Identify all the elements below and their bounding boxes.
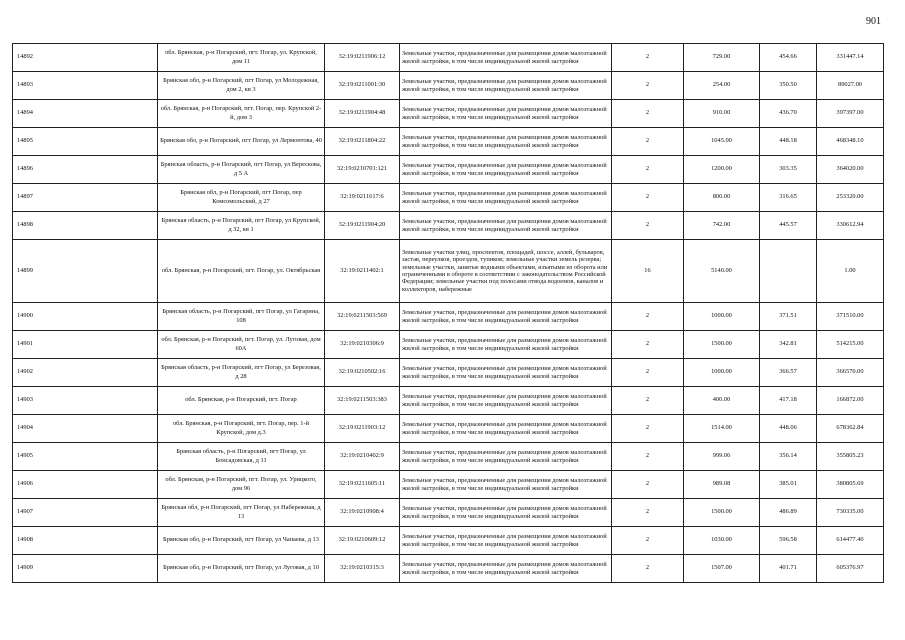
specific-value-cell: 454.66 — [760, 44, 817, 72]
land-use-cell: Земельные участки, предназначенные для размещения домов малоэтажной жилой застройки, в том числе индивидуальной жилой застройки — [400, 156, 612, 184]
area-cell: 1045.00 — [684, 128, 760, 156]
land-use-cell: Земельные участки, предназначенные для размещения домов малоэтажной жилой застройки, в том числе индивидуальной жилой застройки — [400, 100, 612, 128]
address-cell: обл. Брянская, р-н Погарский, пгт. Погар, пер. Крупской 2-й, дом 3 — [158, 100, 325, 128]
table-row — [13, 128, 884, 156]
specific-value-cell: 303.35 — [760, 156, 817, 184]
address-cell: Брянская обл, р-н Погарский, пгт Погар, ул Чапаева, д 13 — [158, 527, 325, 555]
area-cell: 742.00 — [684, 212, 760, 240]
area-cell: 1000.00 — [684, 303, 760, 331]
area-cell: 729.00 — [684, 44, 760, 72]
use-group-cell: 2 — [612, 443, 684, 471]
table-row — [13, 44, 884, 72]
cadastral-number-cell: 32:19:0210701:121 — [325, 156, 400, 184]
land-use-cell: Земельные участки, предназначенные для размещения домов малоэтажной жилой застройки, в том числе индивидуальной жилой застройки — [400, 471, 612, 499]
table-row — [13, 212, 884, 240]
address-cell: Брянская область, р-н Погарский, пгт Погар, ул Гагарина, 108 — [158, 303, 325, 331]
cadastral-number-cell: 32:19:0211605:11 — [325, 471, 400, 499]
cadastral-value-cell: 678362.84 — [817, 415, 884, 443]
page-number: 901 — [866, 16, 881, 27]
cadastral-value-cell: 366570.00 — [817, 359, 884, 387]
cadastral-number-cell: 32:19:0211617:6 — [325, 184, 400, 212]
table-row — [13, 240, 884, 303]
address-cell: обл. Брянская, р-н Погарский, пгт. Погар, ул. Октябрьская — [158, 240, 325, 303]
table-row — [13, 387, 884, 415]
table-row — [13, 471, 884, 499]
cadastral-value-cell: 355805.23 — [817, 443, 884, 471]
cadastral-number-cell: 32:19:0211804:22 — [325, 128, 400, 156]
specific-value-cell: 448.06 — [760, 415, 817, 443]
area-cell: 999.06 — [684, 443, 760, 471]
table-row — [13, 443, 884, 471]
cadastral-value-cell: 331447.14 — [817, 44, 884, 72]
row-id-cell: 14907 — [13, 499, 158, 527]
cadastral-number-cell: 32:19:0211503:383 — [325, 387, 400, 415]
row-id-cell: 14901 — [13, 331, 158, 359]
cadastral-value-cell: 605376.97 — [817, 555, 884, 583]
area-cell: 1500.00 — [684, 499, 760, 527]
cadastral-number-cell: 32:19:0210908:4 — [325, 499, 400, 527]
area-cell: 989.08 — [684, 471, 760, 499]
land-use-cell: Земельные участки, предназначенные для размещения домов малоэтажной жилой застройки, в том числе индивидуальной жилой застройки — [400, 303, 612, 331]
area-cell: 1030.00 — [684, 527, 760, 555]
row-id-cell: 14893 — [13, 72, 158, 100]
table-row — [13, 184, 884, 212]
cadastral-number-cell: 32:19:0211904:48 — [325, 100, 400, 128]
address-cell: Брянская обл, р-н Погарский, пгт Погар, пер Комсомольский, д 27 — [158, 184, 325, 212]
land-use-cell: Земельные участки, предназначенные для размещения домов малоэтажной жилой застройки, в том числе индивидуальной жилой застройки — [400, 128, 612, 156]
row-id-cell: 14902 — [13, 359, 158, 387]
specific-value-cell: 371.51 — [760, 303, 817, 331]
cadastral-number-cell: 32:19:0211503:569 — [325, 303, 400, 331]
row-id-cell: 14892 — [13, 44, 158, 72]
area-cell: 1500.00 — [684, 331, 760, 359]
address-cell: обл. Брянская, р-н Погарский, пгт. Погар, ул. Крупской, дом 11 — [158, 44, 325, 72]
area-cell: 1200.00 — [684, 156, 760, 184]
table-row — [13, 527, 884, 555]
table-row — [13, 359, 884, 387]
land-use-cell: Земельные участки, предназначенные для размещения домов малоэтажной жилой застройки, в том числе индивидуальной жилой застройки — [400, 359, 612, 387]
row-id-cell: 14906 — [13, 471, 158, 499]
table-row — [13, 72, 884, 100]
specific-value-cell — [760, 240, 817, 303]
use-group-cell: 2 — [612, 359, 684, 387]
row-id-cell: 14903 — [13, 387, 158, 415]
specific-value-cell: 486.89 — [760, 499, 817, 527]
use-group-cell: 2 — [612, 72, 684, 100]
area-cell: 1507.00 — [684, 555, 760, 583]
table-row — [13, 331, 884, 359]
cadastral-value-cell: 397397.00 — [817, 100, 884, 128]
specific-value-cell: 448.18 — [760, 128, 817, 156]
address-cell: обл. Брянская, р-н Погарский, пгт. Погар, ул. Урицкого, дом 96 — [158, 471, 325, 499]
cadastral-number-cell: 32:19:0211402:1 — [325, 240, 400, 303]
use-group-cell: 2 — [612, 128, 684, 156]
use-group-cell: 2 — [612, 44, 684, 72]
use-group-cell: 2 — [612, 100, 684, 128]
row-id-cell: 14896 — [13, 156, 158, 184]
cadastral-number-cell: 32:19:0211904:20 — [325, 212, 400, 240]
address-cell: Брянская область, р-н Погарский, пгт Погар, ул Бонсадовская, д 11 — [158, 443, 325, 471]
cadastral-value-table — [12, 43, 884, 583]
use-group-cell: 2 — [612, 387, 684, 415]
land-use-cell: Земельные участки, предназначенные для размещения домов малоэтажной жилой застройки, в том числе индивидуальной жилой застройки — [400, 499, 612, 527]
cadastral-number-cell: 32:19:0211903:12 — [325, 415, 400, 443]
table-row — [13, 303, 884, 331]
address-cell: обл. Брянская, р-н Погарский, пгт. Погар, пер. 1-й Крупской, дом д.3 — [158, 415, 325, 443]
table-row — [13, 415, 884, 443]
address-cell: обл. Брянская, р-н Погарский, пгт. Погар — [158, 387, 325, 415]
area-cell: 910.00 — [684, 100, 760, 128]
use-group-cell: 2 — [612, 555, 684, 583]
row-id-cell: 14899 — [13, 240, 158, 303]
address-cell: Брянская область, р-н Погарский, пгт Погар, ул Крупской, д 32, кв 1 — [158, 212, 325, 240]
row-id-cell: 14908 — [13, 527, 158, 555]
cadastral-value-cell: 166872.00 — [817, 387, 884, 415]
cadastral-number-cell: 32:19:0210306:9 — [325, 331, 400, 359]
specific-value-cell: 596.58 — [760, 527, 817, 555]
address-cell: Брянская область, р-н Погарский, пгт Погар, ул Верескова, д 5 А — [158, 156, 325, 184]
land-use-cell: Земельные участки, предназначенные для размещения домов малоэтажной жилой застройки, в том числе индивидуальной жилой застройки — [400, 72, 612, 100]
cadastral-number-cell: 32:19:0210402:9 — [325, 443, 400, 471]
table-row — [13, 100, 884, 128]
use-group-cell: 16 — [612, 240, 684, 303]
address-cell: Брянская обл, р-н Погарский, пгт Погар, ул Молодежная, дом 2, кв 3 — [158, 72, 325, 100]
cadastral-number-cell: 32:19:0211906:12 — [325, 44, 400, 72]
cadastral-value-cell: 614477.40 — [817, 527, 884, 555]
use-group-cell: 2 — [612, 156, 684, 184]
land-use-cell: Земельные участки, предназначенные для размещения домов малоэтажной жилой застройки, в том числе индивидуальной жилой застройки — [400, 527, 612, 555]
specific-value-cell: 350.50 — [760, 72, 817, 100]
land-use-cell: Земельные участки, предназначенные для размещения домов малоэтажной жилой застройки, в том числе индивидуальной жилой застройки — [400, 184, 612, 212]
specific-value-cell: 366.57 — [760, 359, 817, 387]
cadastral-value-cell: 380805.69 — [817, 471, 884, 499]
cadastral-value-cell: 253320.00 — [817, 184, 884, 212]
specific-value-cell: 356.14 — [760, 443, 817, 471]
cadastral-value-cell: 468348.10 — [817, 128, 884, 156]
row-id-cell: 14894 — [13, 100, 158, 128]
area-cell: 1000.00 — [684, 359, 760, 387]
specific-value-cell: 445.57 — [760, 212, 817, 240]
row-id-cell: 14900 — [13, 303, 158, 331]
table-row — [13, 499, 884, 527]
use-group-cell: 2 — [612, 499, 684, 527]
cadastral-number-cell: 32:19:0210315:3 — [325, 555, 400, 583]
table-row — [13, 156, 884, 184]
land-use-cell: Земельные участки, предназначенные для размещения домов малоэтажной жилой застройки, в том числе индивидуальной жилой застройки — [400, 212, 612, 240]
table-row — [13, 555, 884, 583]
area-cell: 400.00 — [684, 387, 760, 415]
cadastral-number-cell: 32:19:0210502:16 — [325, 359, 400, 387]
area-cell: 800.00 — [684, 184, 760, 212]
address-cell: Брянская обл, р-н Погарский, пгт Погар, ул Набережная, д 13 — [158, 499, 325, 527]
row-id-cell: 14909 — [13, 555, 158, 583]
land-use-cell: Земельные участки улиц, проспектов, площадей, шоссе, аллей, бульваров, застав, переулков, проездов, тупиков; земельные участки земель резерва; земельные участки, занятые водными объектами, изъятыми из оборота или ограниченными в обороте в соответствии с законодательством Российской Федерации; земельные участки под полосами отвода водоемов, каналов и коллекторов, набережные — [400, 240, 612, 303]
row-id-cell: 14895 — [13, 128, 158, 156]
use-group-cell: 2 — [612, 303, 684, 331]
cadastral-value-cell: 514215.00 — [817, 331, 884, 359]
use-group-cell: 2 — [612, 527, 684, 555]
address-cell: Брянская обл, р-н Погарский, пгт Погар, ул Лермонтова, 40 — [158, 128, 325, 156]
land-use-cell: Земельные участки, предназначенные для размещения домов малоэтажной жилой застройки, в том числе индивидуальной жилой застройки — [400, 415, 612, 443]
use-group-cell: 2 — [612, 184, 684, 212]
specific-value-cell: 342.81 — [760, 331, 817, 359]
area-cell: 5140.00 — [684, 240, 760, 303]
address-cell: обл. Брянская, р-н Погарский, пгт. Погар, ул. Луговая, дом 60А — [158, 331, 325, 359]
land-use-cell: Земельные участки, предназначенные для размещения домов малоэтажной жилой застройки, в том числе индивидуальной жилой застройки — [400, 443, 612, 471]
land-use-cell: Земельные участки, предназначенные для размещения домов малоэтажной жилой застройки, в том числе индивидуальной жилой застройки — [400, 387, 612, 415]
cadastral-value-cell: 371510.00 — [817, 303, 884, 331]
land-use-cell: Земельные участки, предназначенные для размещения домов малоэтажной жилой застройки, в том числе индивидуальной жилой застройки — [400, 555, 612, 583]
area-cell: 254.00 — [684, 72, 760, 100]
use-group-cell: 2 — [612, 415, 684, 443]
specific-value-cell: 436.70 — [760, 100, 817, 128]
row-id-cell: 14897 — [13, 184, 158, 212]
cadastral-number-cell: 32:19:0211001:30 — [325, 72, 400, 100]
cadastral-value-cell: 730335.00 — [817, 499, 884, 527]
specific-value-cell: 417.18 — [760, 387, 817, 415]
use-group-cell: 2 — [612, 212, 684, 240]
cadastral-value-cell: 364020.00 — [817, 156, 884, 184]
address-cell: Брянская область, р-н Погарский, пгт Погар, ул Березовая, д 28 — [158, 359, 325, 387]
cadastral-value-cell: 330612.94 — [817, 212, 884, 240]
row-id-cell: 14905 — [13, 443, 158, 471]
specific-value-cell: 385.01 — [760, 471, 817, 499]
row-id-cell: 14904 — [13, 415, 158, 443]
area-cell: 1514.00 — [684, 415, 760, 443]
cadastral-value-cell: 89027.00 — [817, 72, 884, 100]
land-use-cell: Земельные участки, предназначенные для размещения домов малоэтажной жилой застройки, в том числе индивидуальной жилой застройки — [400, 331, 612, 359]
use-group-cell: 2 — [612, 331, 684, 359]
specific-value-cell: 401.71 — [760, 555, 817, 583]
address-cell: Брянская обл, р-н Погарский, пгт Погар, ул Луговая, д 10 — [158, 555, 325, 583]
use-group-cell: 2 — [612, 471, 684, 499]
cadastral-value-cell: 1.00 — [817, 240, 884, 303]
specific-value-cell: 316.65 — [760, 184, 817, 212]
table-body — [13, 44, 884, 583]
cadastral-number-cell: 32:19:0210609:12 — [325, 527, 400, 555]
row-id-cell: 14898 — [13, 212, 158, 240]
land-use-cell: Земельные участки, предназначенные для размещения домов малоэтажной жилой застройки, в том числе индивидуальной жилой застройки — [400, 44, 612, 72]
